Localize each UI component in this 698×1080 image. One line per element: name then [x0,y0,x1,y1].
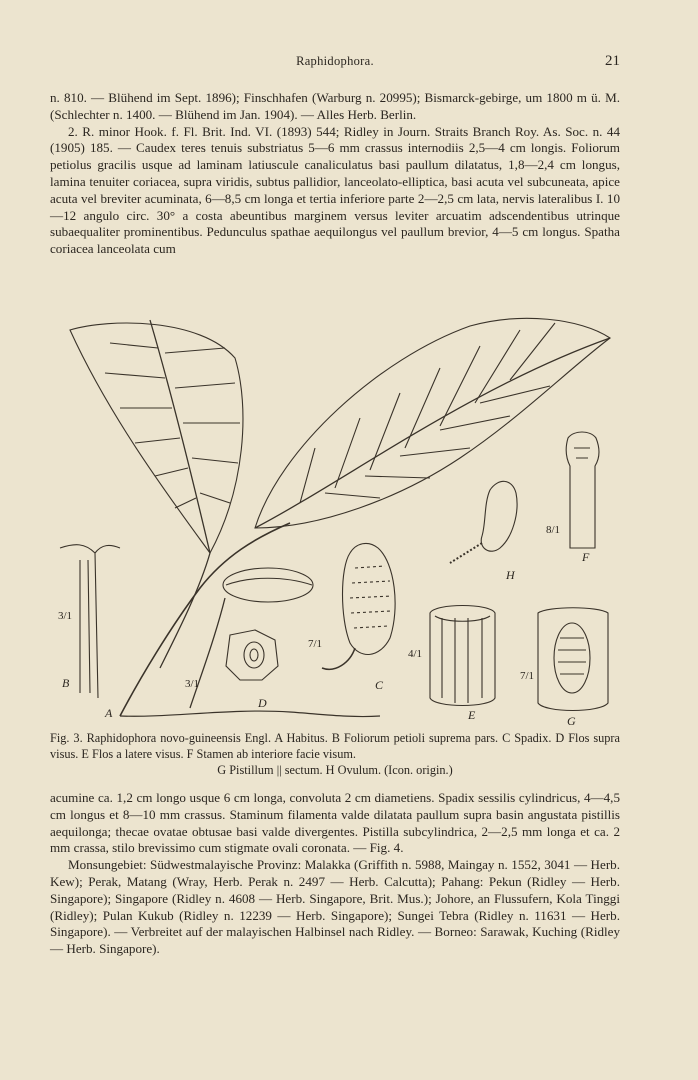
figure-label-g: G [567,714,576,728]
figure-label-a: A [105,706,113,720]
flower-side-e [430,606,495,706]
flower-top-view-d [226,630,278,680]
aerial-root [120,711,380,716]
stamen-f [566,432,599,548]
caption-line-2: G Pistillum || sectum. H Ovulum. (Icon. origin.) [217,763,453,777]
running-head: Raphidophora. [296,54,374,68]
scale-g: 7/1 [520,670,535,682]
figure-label-f: F [582,550,590,564]
text-block-bottom [50,790,620,958]
paragraph-species-minor: 2. R. minor Hook. f. Fl. Brit. Ind. VI. (1893) 544; Ridley in Journ. Straits Branch Roy. As. Soc. n. 44 (1905) 185. — Caudex teres tenuis substriatus 5—6 mm crassus internodiis 2,5—4 cm longis. Foliorum petiolus gracilis usque ad laminam latiuscule canaliculatus basi paullum dilatatus, 1,8—2,4 cm longus, lamina tenuiter coriacea, supra viridis, subtus pallidior, lanceolato-elliptica, basi acuta vel subcuneata, apice acuta vel breviter acuminata, 6—8,5 cm longa et tertia inferiore parte 2—2,5 cm lata, nervis lateralibus I. 10—12 angulo circ. 30° a costa abeuntibus marginem versus leviter arcuatim adscendentibus utrinque subaequaliter prominentibus. Pedunculus spathae aequilongus vel paullum brevior, 4—5 cm longus. Spatha coriacea lanceolata cum [50,123,620,257]
caption-line-1: Fig. 3. Raphidophora novo-guineensis Engl. A Habitus. B Foliorum petioli suprema pars. C Spadix. D Flos supra visus. E Flos a latere visus. F Stamen ab interiore facie visum. [50,731,620,761]
figure-label-e: E [468,708,476,722]
scale-c: 4/1 [408,648,423,660]
scale-b: 3/1 [58,610,73,622]
scale-a: 3/1 [185,678,200,690]
figure-label-b: B [62,676,70,690]
figure-label-d: D [258,696,267,710]
spathe [223,568,313,602]
figure-caption [50,730,620,778]
scale-d: 7/1 [308,638,323,650]
text-block-top [50,90,620,258]
botanical-figure [50,298,620,728]
spadix-c [343,543,396,654]
paragraph-distribution: Monsungebiet: Südwestmalayische Provinz: Malakka (Griffith n. 5988, Maingay n. 1552, 3041 — Herb. Kew); Perak, Matang (Wray, Herb. Perak n. 2497 — Herb. Calcutta); Pahang: Pekun (Ridley — Herb. Singapore); Singapore (Ridley n. 4608 — Herb. Singapore, Brit. Mus.); Johore, an Flussufern, Kola Tinggi (Ridley); Pulan Kukub (Ridley n. 12239 — Herb. Singapore); Sungei Tebra (Ridley n. 11631 — Herb. Singapore). — Verbreitet auf der malayischen Halbinsel nach Ridley. — Borneo: Sarawak, Kuching (Ridley — Herb. Singapore). [50,857,620,957]
page-header [50,54,620,74]
stem [120,523,290,716]
figure-label-c: C [375,678,384,692]
leaf-left [70,323,243,553]
paragraph-locality-end: n. 810. — Blühend im Sept. 1896); Finschhafen (Warburg n. 20995); Bismarck-gebirge, um 1800 m ü. M. (Schlechter n. 1400. — Blühend im Jan. 1904). — Alles Herb. Berlin. [50,90,620,122]
scale-f: 8/1 [546,524,561,536]
paragraph-description-cont: acumine ca. 1,2 cm longo usque 6 cm longa, convoluta 2 cm diametiens. Spadix sessilis cylindricus, 4—4,5 cm longus et 8—10 mm crassus. Staminum filamenta valde dilatata paullum supra basin angustata pistillis aequilonga; thecae ovatae obtusae basi valde divergentes. Pistilla subcylindrica, 2—2,5 mm longa et ca. 2 mm crassa, stilo brevissimo cum stigmate ovali coronata. — Fig. 4. [50,790,620,856]
figure-label-h: H [506,568,515,582]
ovulum-h [481,481,517,551]
plant-illustration [50,298,620,728]
page-number: 21 [605,53,620,69]
